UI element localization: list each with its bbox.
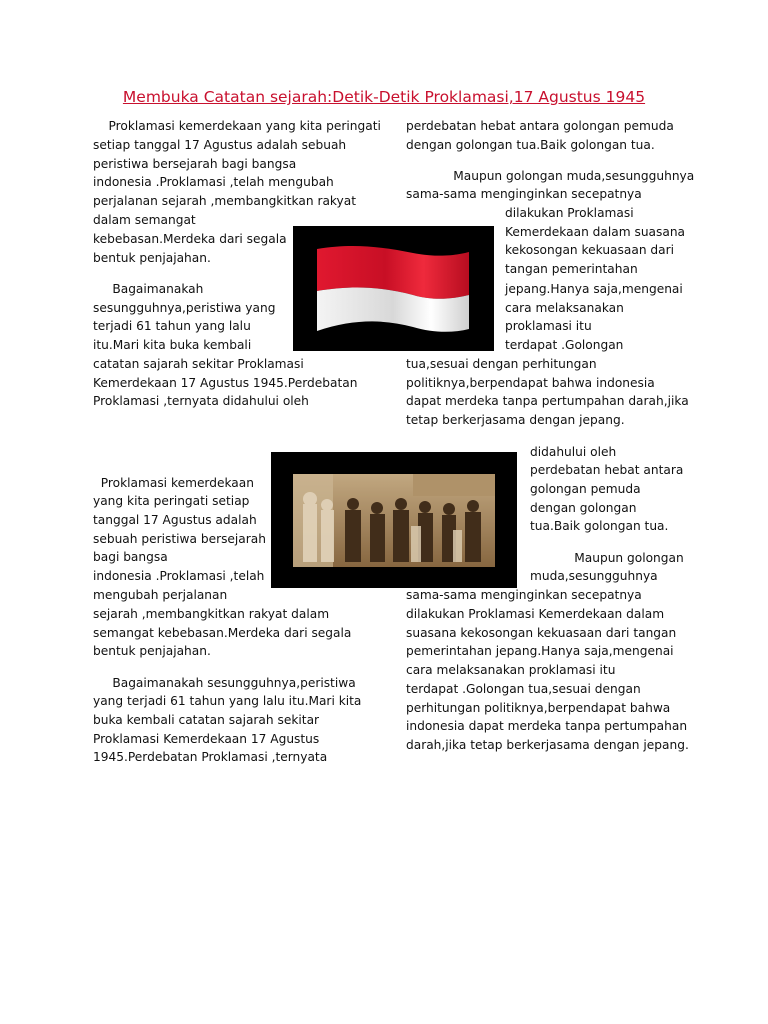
left-bottom-text-line: bagi bangsa [93, 550, 168, 564]
left-bottom-text-line: sejarah ,membangkitkan rakyat dalam [93, 607, 330, 621]
right-top-text-line: kekosongan kekuasaan dari [505, 243, 675, 257]
right-top-text-line: politiknya,berpendapat bahwa indonesia [406, 376, 655, 390]
left-top-text-line: setiap tanggal 17 Agustus adalah sebuah [93, 138, 347, 152]
left-top-text-line: bentuk penjajahan. [93, 251, 211, 265]
right-bottom-text-line: sama-sama menginginkan secepatnya [406, 588, 642, 602]
right-top-text-line: terdapat .Golongan [505, 338, 624, 352]
right-top-text-line: proklamasi itu [505, 319, 592, 333]
right-bottom-text-line: terdapat .Golongan tua,sesuai dengan [406, 682, 641, 696]
right-bottom-text-line: didahului oleh [530, 445, 617, 459]
proclamation-sepia-photo [293, 474, 495, 567]
right-top-text-line: Maupun golongan muda,sesungguhnya [430, 169, 695, 183]
right-bottom-text-line: Maupun golongan [551, 551, 684, 565]
left-bottom-text-line: Proklamasi kemerdekaan [93, 476, 254, 490]
right-bottom-text-line: dilakukan Proklamasi Kemerdekaan dalam [406, 607, 665, 621]
left-top-text-line: Proklamasi ,ternyata didahului oleh [93, 394, 309, 408]
right-bottom-text-line: dengan golongan [530, 501, 637, 515]
left-bottom-text-line: mengubah perjalanan [93, 588, 228, 602]
left-top-text-line: Proklamasi kemerdekaan yang kita peringati [93, 119, 381, 133]
left-top-text-line: perjalanan sejarah ,membangkitkan rakyat [93, 194, 357, 208]
right-bottom-text-line: perdebatan hebat antara [530, 463, 684, 477]
right-top-text-line: tua,sesuai dengan perhitungan [406, 357, 597, 371]
right-bottom-text-line: indonesia dapat merdeka tanpa pertumpahan [406, 719, 688, 733]
left-bottom-text-line: bentuk penjajahan. [93, 644, 211, 658]
left-bottom-text-line: yang kita peringati setiap [93, 494, 250, 508]
left-top-text-line: terjadi 61 tahun yang lalu [93, 319, 251, 333]
left-bottom-text-line: buka kembali catatan sajarah sekitar [93, 713, 320, 727]
right-top-text-line: tangan pemerintahan [505, 262, 638, 276]
right-bottom-text-line: pemerintahan jepang.Hanya saja,mengenai [406, 644, 674, 658]
right-bottom-text-line: cara melaksanakan proklamasi itu [406, 663, 616, 677]
left-top-text-line: Bagaimanakah [93, 282, 204, 296]
left-bottom-text-line: Bagaimanakah sesungguhnya,peristiwa [93, 676, 356, 690]
document-title: Membuka Catatan sejarah:Detik-Detik Proklamasi,17 Agustus 1945 [122, 88, 646, 106]
right-bottom-text-line: perhitungan politiknya,berpendapat bahwa [406, 701, 671, 715]
left-top-text-line: kebebasan.Merdeka dari segala [93, 232, 287, 246]
photo-image-frame [271, 452, 517, 588]
right-top-text-line: perdebatan hebat antara golongan pemuda [406, 119, 674, 133]
left-bottom-text-line: semangat kebebasan.Merdeka dari segala [93, 626, 352, 640]
right-top-text-line: tetap berkerjasama dengan jepang. [406, 413, 625, 427]
left-bottom-text-line: sebuah peristiwa bersejarah [93, 532, 266, 546]
right-bottom-text-line: golongan pemuda [530, 482, 641, 496]
right-top-text-line: jepang.Hanya saja,mengenai [505, 282, 683, 296]
left-bottom-text-line: Proklamasi Kemerdekaan 17 Agustus [93, 732, 320, 746]
left-top-text-line: indonesia .Proklamasi ,telah mengubah [93, 175, 334, 189]
right-top-text-line: sama-sama menginginkan secepatnya [406, 187, 642, 201]
right-bottom-text-line: tua.Baik golongan tua. [530, 519, 669, 533]
left-top-text-line: Kemerdekaan 17 Agustus 1945.Perdebatan [93, 376, 358, 390]
right-top-text-line: dengan golongan tua.Baik golongan tua. [406, 138, 655, 152]
left-top-text-line: peristiwa bersejarah bagi bangsa [93, 157, 297, 171]
indonesian-flag-image [313, 243, 473, 335]
right-top-text-line: Kemerdekaan dalam suasana [505, 225, 686, 239]
flag-image-frame [293, 226, 494, 351]
left-bottom-text-line: yang terjadi 61 tahun yang lalu itu.Mari kita [93, 694, 362, 708]
right-top-text-line: cara melaksanakan [505, 301, 624, 315]
left-bottom-text-line: tanggal 17 Agustus adalah [93, 513, 257, 527]
right-top-text-line: dilakukan Proklamasi [505, 206, 634, 220]
right-bottom-text-line: suasana kekosongan kekuasaan dari tangan [406, 626, 677, 640]
right-bottom-text-line: muda,sesungguhnya [530, 569, 658, 583]
left-top-text-line: dalam semangat [93, 213, 196, 227]
left-top-text-line: itu.Mari kita buka kembali [93, 338, 252, 352]
left-bottom-text-line: 1945.Perdebatan Proklamasi ,ternyata [93, 750, 328, 764]
right-top-text-line: dapat merdeka tanpa pertumpahan darah,jika [406, 394, 689, 408]
left-top-text-line: sesungguhnya,peristiwa yang [93, 301, 276, 315]
left-top-text-line: catatan sajarah sekitar Proklamasi [93, 357, 304, 371]
right-bottom-text-line: darah,jika tetap berkerjasama dengan jepang. [406, 738, 689, 752]
left-bottom-text-line: indonesia .Proklamasi ,telah [93, 569, 265, 583]
